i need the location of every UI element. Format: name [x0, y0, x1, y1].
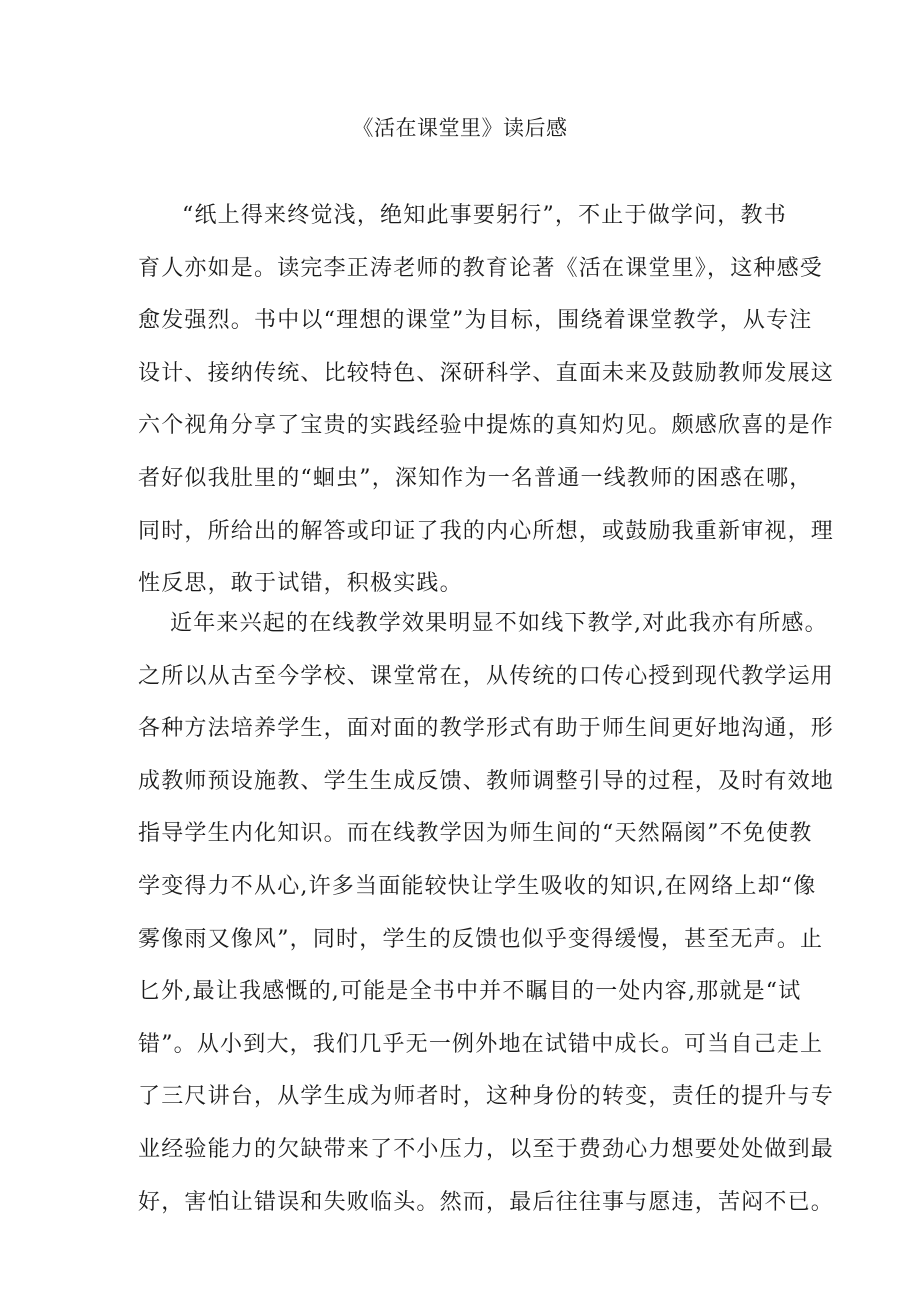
- paragraph-line: 指导学生内化知识。而在线教学因为师生间的“天然隔阂”不免使教: [138, 821, 813, 847]
- paragraph-2: [138, 604, 835, 1235]
- paragraph-line: 各种方法培养学生，面对面的教学形式有助于师生间更好地沟通，形: [138, 716, 835, 742]
- document-title: 《活在课堂里》读后感: [352, 116, 568, 140]
- paragraph-line: 了三尺讲台，从学生成为师者时，这种身份的转变，责任的提升与专: [138, 1084, 835, 1110]
- paragraph-1: [138, 196, 835, 617]
- paragraph-line: 之所以从古至今学校、课堂常在，从传统的口传心授到现代教学运用: [138, 663, 835, 689]
- paragraph-line: 六个视角分享了宝贵的实践经验中提炼的真知灼见。颇感欣喜的是作: [138, 413, 835, 439]
- paragraph-line: 业经验能力的欠缺带来了不小压力，以至于费劲心力想要处处做到最: [138, 1136, 835, 1162]
- paragraph-line: 学变得力不从心,许多当面能较快让学生吸收的知识,在网络上却“像: [138, 873, 817, 899]
- paragraph-line: 匕外,最让我感慨的,可能是全书中并不瞩目的一处内容,那就是“试: [138, 979, 802, 1005]
- paragraph-line: 同时，所给出的解答或印证了我的内心所想，或鼓励我重新审视，理: [138, 518, 835, 544]
- paragraph-line: 者好似我肚里的“蛔虫”，深知作为一名普通一线教师的困惑在哪，: [138, 465, 813, 491]
- paragraph-line: 错”。从小到大，我们几乎无一例外地在试错中成长。可当自己走上: [138, 1031, 824, 1057]
- paragraph-line: 设计、接纳传统、比较特色、深研科学、直面未来及鼓励教师发展这: [138, 360, 835, 386]
- paragraph-line: 好，害怕让错误和失败临头。然而，最后往往事与愿违，苦闷不已。: [138, 1189, 835, 1215]
- paragraph-line: 近年来兴起的在线教学效果明显不如线下教学,对此我亦有所感。: [170, 611, 828, 636]
- paragraph-line: 愈发强烈。书中以“理想的课堂”为目标，围绕着课堂教学，从专注: [138, 308, 813, 334]
- paragraph-line: 性反思，敢于试错，积极实践。: [138, 571, 463, 597]
- paragraph-line: 成教师预设施教、学生生成反馈、教师调整引导的过程，及时有效地: [138, 768, 835, 794]
- paragraph-line: “纸上得来终觉浅，绝知此事要躬行”，不止于做学问，教书: [182, 203, 787, 228]
- paragraph-line: 育人亦如是。读完李正涛老师的教育论著《活在课堂里》，这种感受: [138, 255, 824, 281]
- paragraph-line: 雾像雨又像风”，同时，学生的反馈也似乎变得缓慢，甚至无声。止: [138, 926, 824, 952]
